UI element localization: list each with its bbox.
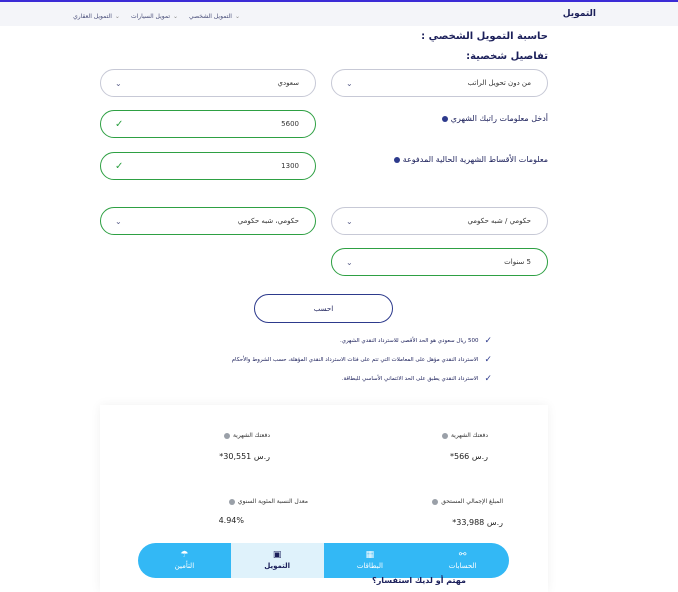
chevron-down-icon: ⌄ <box>346 216 353 226</box>
money-icon: ▣ <box>272 550 282 560</box>
employer-sector-value: حكومي / شبه حكومي <box>467 217 531 225</box>
note-item <box>232 355 492 365</box>
installments-input[interactable] <box>100 152 316 180</box>
check-icon: ✓ <box>115 118 124 130</box>
note-text: الاسترداد النقدي يطبق على الحد الائتماني الأساسي للبطاقة. <box>341 376 479 382</box>
help-question: مهتم أو لديك استفسار؟ <box>372 576 466 585</box>
nav-item-label: تمويل السيارات <box>130 12 171 20</box>
user-icon: ⚯ <box>458 550 467 560</box>
total-due-label <box>432 498 503 505</box>
bottom-nav-finance[interactable] <box>231 543 324 578</box>
info-icon[interactable] <box>394 157 400 163</box>
nav-item-label: التمويل الشخصي <box>189 12 232 20</box>
bottom-nav <box>138 543 509 578</box>
bottom-nav-cards[interactable] <box>324 543 417 578</box>
check-icon: ✓ <box>484 355 492 365</box>
page-title: حاسبة التمويل الشخصي : <box>421 31 548 42</box>
total-due-value: ر.س 33,988* <box>452 518 503 527</box>
top-bar <box>0 0 678 26</box>
check-icon: ✓ <box>484 336 492 346</box>
apr-value: 4.94% <box>218 516 244 525</box>
note-item <box>340 336 492 346</box>
bottom-nav-label: البطاقات <box>356 562 383 570</box>
chevron-down-icon: ⌄ <box>114 12 120 20</box>
section-title: تفاصيل شخصية: <box>466 51 548 62</box>
employer-type-value: حكومي، شبه حكومي <box>237 217 299 225</box>
info-icon[interactable] <box>224 433 230 439</box>
total-due-label-text: المبلغ الإجمالي المستحق <box>441 498 503 505</box>
installments-value: 1300 <box>281 162 299 170</box>
check-icon: ✓ <box>484 374 492 384</box>
chevron-down-icon: ⌄ <box>115 78 122 88</box>
bottom-nav-label: التمويل <box>264 562 291 570</box>
umbrella-icon: ☂ <box>180 550 189 560</box>
total-payment-label-text: دفعتك الشهرية <box>232 432 270 439</box>
salary-label-text: أدخل معلومات راتبك الشهري <box>450 114 548 123</box>
chevron-down-icon: ⌄ <box>115 216 122 226</box>
chevron-down-icon: ⌄ <box>346 78 353 88</box>
info-icon[interactable] <box>442 116 448 122</box>
bottom-nav-accounts[interactable] <box>416 543 509 578</box>
nav-item-auto[interactable] <box>131 10 178 22</box>
bottom-nav-insurance[interactable] <box>138 543 231 578</box>
calculate-button[interactable]: احسب <box>254 294 393 323</box>
total-payment-label <box>224 432 270 439</box>
check-icon: ✓ <box>115 160 124 172</box>
salary-value: 5600 <box>281 120 299 128</box>
tenure-select[interactable] <box>331 248 548 276</box>
info-icon[interactable] <box>442 433 448 439</box>
salary-transfer-select[interactable] <box>331 69 548 97</box>
bottom-nav-label: الحسابات <box>448 562 477 570</box>
installments-label <box>394 155 548 164</box>
monthly-payment-label <box>442 432 488 439</box>
chevron-down-icon: ⌄ <box>173 12 179 20</box>
chevron-down-icon: ⌄ <box>234 12 240 20</box>
note-item <box>342 374 492 384</box>
note-text: الاسترداد النقدي مؤهل على المعاملات التي تتم على فئات الاسترداد النقدي المؤهلة، حسب الشروط والأحكام <box>231 357 479 363</box>
chevron-down-icon: ⌄ <box>346 257 353 267</box>
salary-label <box>442 114 548 123</box>
salary-input[interactable] <box>100 110 316 138</box>
tenure-value: 5 سنوات <box>504 258 531 266</box>
salary-transfer-value: من دون تحويل الراتب <box>467 79 531 87</box>
main-nav <box>73 10 240 22</box>
info-icon[interactable] <box>229 499 235 505</box>
nationality-select[interactable] <box>100 69 316 97</box>
installments-label-text: معلومات الأقساط الشهرية الحالية المدفوعة <box>402 155 548 164</box>
card-icon: ▦ <box>365 550 375 560</box>
bottom-nav-label: التأمين <box>174 562 195 570</box>
note-text: 500 ريال سعودي هو الحد الأقصى للاسترداد النقدي الشهري. <box>339 338 479 344</box>
nav-item-personal[interactable] <box>189 10 240 22</box>
monthly-payment-value: ر.س 566* <box>450 452 488 461</box>
apr-label-text: معدل النسبة المئوية السنوي <box>237 498 308 505</box>
nav-item-real-estate[interactable] <box>73 10 120 22</box>
employer-sector-select[interactable] <box>331 207 548 235</box>
nav-item-label: التمويل العقاري <box>73 12 112 20</box>
brand-title[interactable]: التمويل <box>562 9 596 19</box>
info-icon[interactable] <box>432 499 438 505</box>
employer-type-select[interactable] <box>100 207 316 235</box>
nationality-value: سعودي <box>277 79 299 87</box>
total-payment-value: ر.س 30,551* <box>219 452 270 461</box>
apr-label <box>229 498 308 505</box>
monthly-payment-label-text: دفعتك الشهرية <box>450 432 488 439</box>
